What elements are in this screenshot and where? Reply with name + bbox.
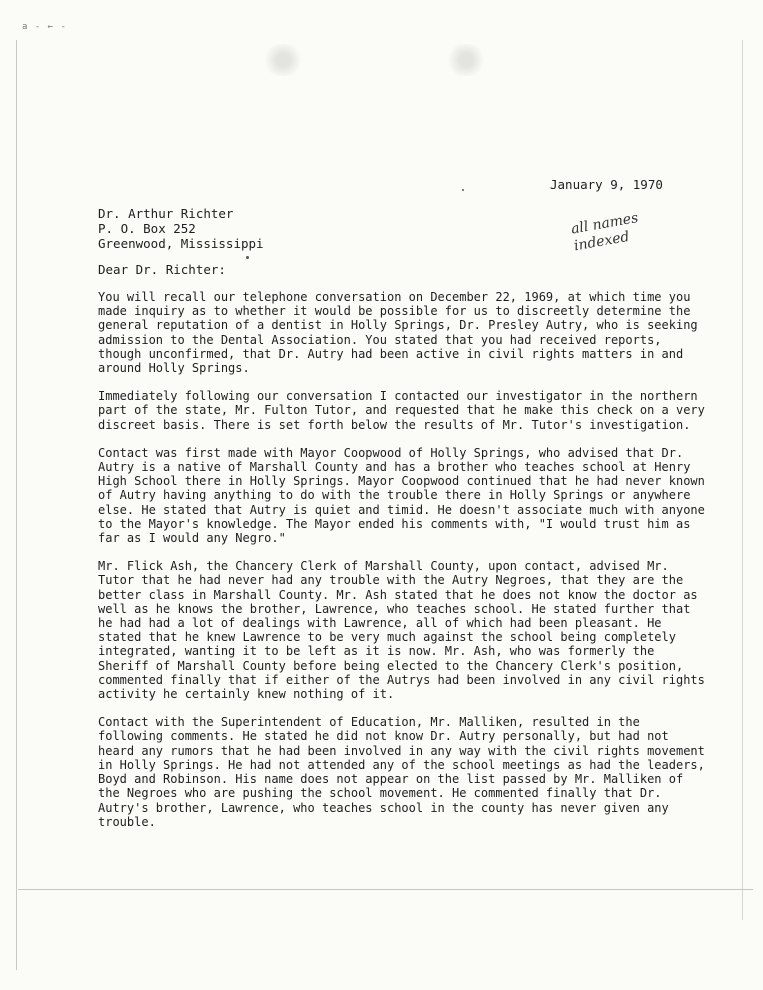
paragraph-1: You will recall our telephone conversation on December 22, 1969, at which time you made inquiry as to whether it would be possible for us to discreetly determine the general reputation of a dentist in Holly Springs, Dr. Presley Autry, who is seeking admission to the Dental Association. You stated that you had received reports, though unconfirmed, that Dr. Autry had been active in civil rights matters in and around Holly Springs. [98,290,698,376]
punch-hole-mark [445,44,487,76]
paragraph-5: Contact with the Superintendent of Education, Mr. Malliken, resulted in the following comments. He stated he did not know Dr. Autry personally, but had not heard any rumors that he had been involved in any way with the civil rights movement in Holly Springs. He had not attended any of the school meetings as had the leaders, Boyd and Robinson. His name does not appear on the list passed by Mr. Malliken of the Negroes who are pushing the school movement. He commented finally that Dr. Autry's brother, Lawrence, who teaches school in the county has never given any trouble. [98,715,705,829]
ink-speck [246,256,249,259]
page-left-edge [16,40,17,970]
recipient-address [98,206,264,251]
letter-body [98,290,710,843]
salutation: Dear Dr. Richter: [98,262,226,277]
paragraph-2: Immediately following our conversation I contacted our investigator in the northern part of the state, Mr. Fulton Tutor, and requested that he make this check on a very discreet basis. There is set forth below the results of Mr. Tutor's investigation. [98,389,705,432]
recipient-box: P. O. Box 252 [98,221,196,236]
paragraph-4: Mr. Flick Ash, the Chancery Clerk of Marshall County, upon contact, advised Mr. Tutor that he had never had any trouble with the Autry Negroes, that they are the better class in Marshall County. Mr. Ash stated that he does not know the doctor as well as he knows the brother, Lawrence, who teaches school. He stated further that he had had a lot of dealings with Lawrence, all of which had been pleasant. He stated that he knew Lawrence to be very much against the school being completely integrated, wanting it to be left as it is now. Mr. Ash, who was formerly the Sheriff of Marshall County before being elected to the Chancery Clerk's position, commented finally that if either of the Autrys had been involved in any civil rights activity he certainly knew nothing of it. [98,559,705,702]
page-fold-line [18,889,753,890]
page-mark: a - ← - [22,22,67,32]
letter-date: January 9, 1970 [550,177,663,192]
recipient-city: Greenwood, Mississippi [98,236,264,251]
punch-hole-mark [262,44,304,76]
paragraph-3: Contact was first made with Mayor Coopwood of Holly Springs, who advised that Dr. Autry is a native of Marshall County and has a brother who teaches school at Henry High School there in Holly Springs. Mayor Coopwood continued that he had never known of Autry having anything to do with the trouble there in Holly Springs or anywhere else. He stated that Autry is quiet and timid. He doesn't associate much with anyone to the Mayor's knowledge. The Mayor ended his comments with, "I would trust him as far as I would any Negro." [98,445,705,546]
handwritten-note: all names indexed [569,210,640,255]
page-right-edge [742,40,743,920]
recipient-name: Dr. Arthur Richter [98,206,234,221]
ink-speck [462,189,464,191]
